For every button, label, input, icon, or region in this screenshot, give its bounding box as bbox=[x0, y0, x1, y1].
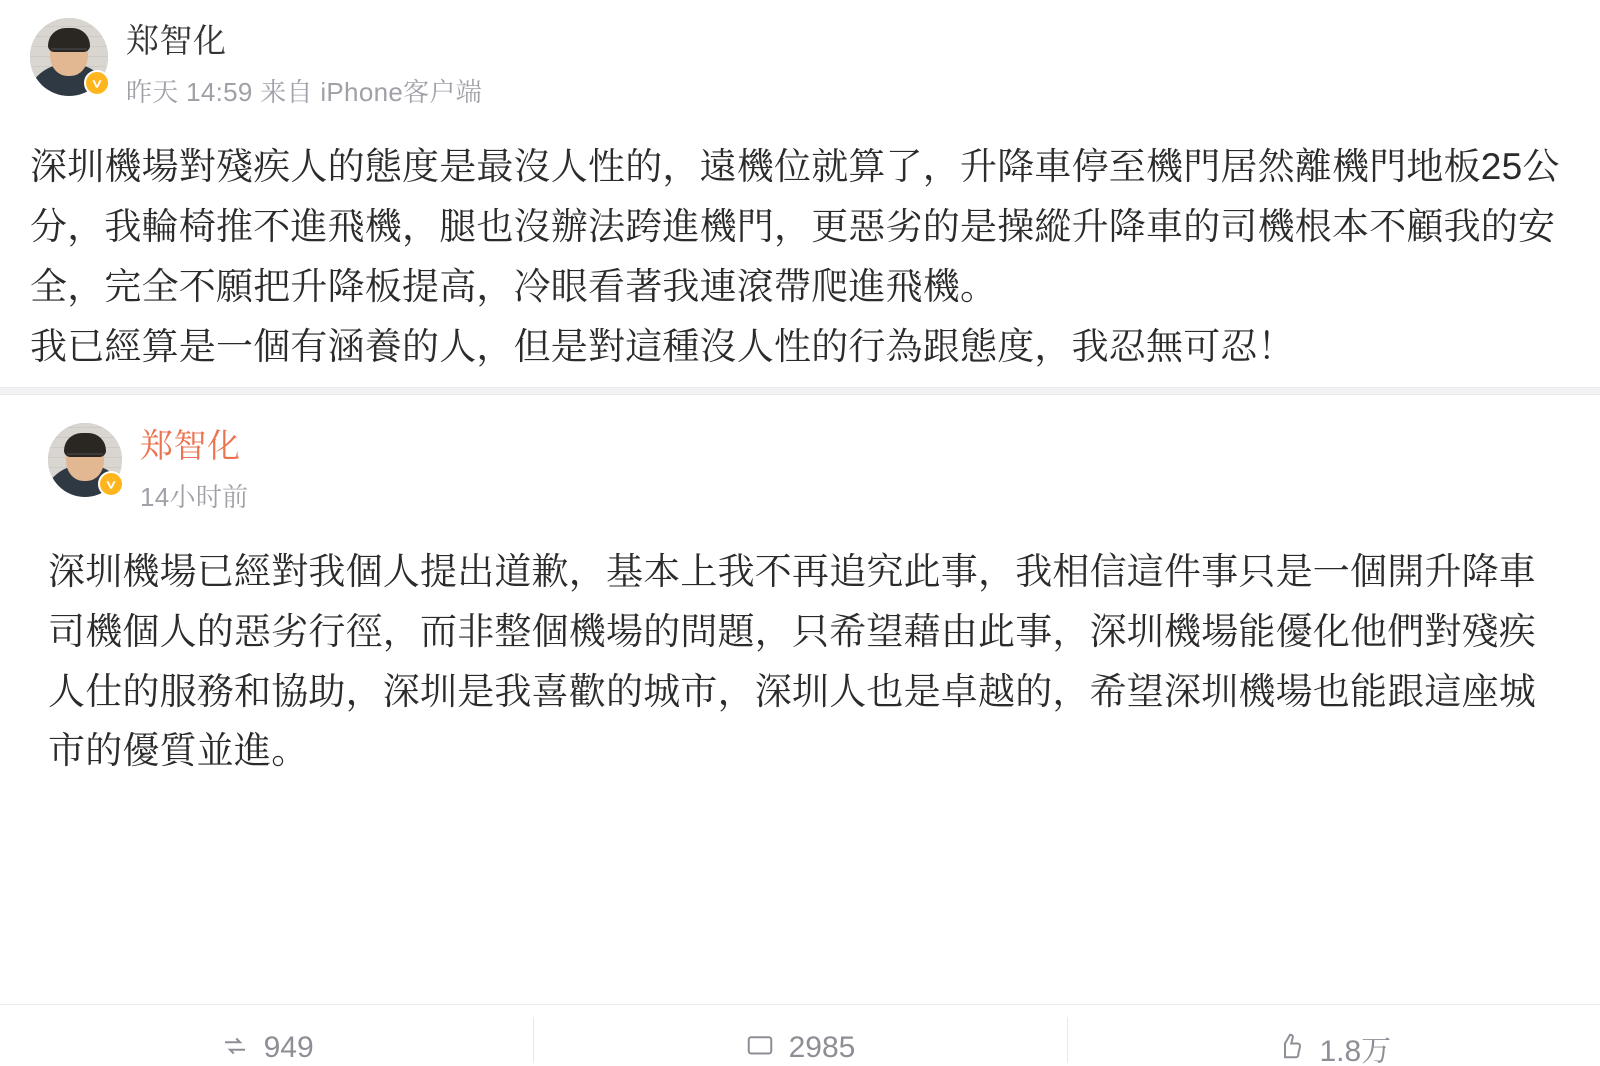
post-original bbox=[0, 0, 1600, 387]
v-badge-icon bbox=[84, 70, 110, 96]
post-paragraph: 我已經算是一個有涵養的人，但是對這種沒人性的行為跟態度，我忍無可忍！ bbox=[30, 325, 1295, 367]
post-meta bbox=[140, 423, 248, 514]
avatar[interactable] bbox=[48, 423, 122, 497]
post-content bbox=[30, 137, 1570, 377]
post-divider bbox=[0, 387, 1600, 395]
post-content bbox=[48, 542, 1570, 782]
v-badge-icon bbox=[98, 471, 124, 497]
like-icon bbox=[1275, 1031, 1305, 1061]
post-paragraph: 深圳機場已經對我個人提出道歉，基本上我不再追究此事，我相信這件事只是一個開升降車司機個人的惡劣行徑，而非整個機場的問題，只希望藉由此事，深圳機場能優化他們對殘疾人仕的服務和協助，深圳是我喜歡的城市，深圳人也是卓越的，希望深圳機場也能跟這座城市的優質並進。 bbox=[48, 550, 1536, 772]
post-header bbox=[48, 423, 1570, 514]
author-name[interactable]: 郑智化 bbox=[140, 426, 241, 464]
repost-icon bbox=[220, 1031, 250, 1061]
post-followup bbox=[0, 395, 1600, 800]
post-timestamp-source bbox=[140, 477, 248, 514]
repost-count: 949 bbox=[263, 1030, 314, 1064]
post-time: 14小时前 bbox=[140, 481, 249, 512]
avatar[interactable] bbox=[30, 18, 108, 96]
post-meta bbox=[126, 18, 482, 109]
author-name[interactable]: 郑智化 bbox=[126, 22, 227, 59]
comment-icon bbox=[745, 1031, 775, 1061]
like-button[interactable] bbox=[1067, 1005, 1600, 1066]
post-time: 昨天 14:59 bbox=[126, 76, 253, 107]
comment-count: 2985 bbox=[788, 1030, 856, 1064]
repost-button[interactable] bbox=[0, 1005, 533, 1066]
comment-button[interactable] bbox=[533, 1005, 1066, 1066]
post-action-bar bbox=[0, 1004, 1600, 1066]
like-count: 1.8万 bbox=[1319, 1034, 1392, 1066]
post-header bbox=[30, 18, 1570, 109]
post-source[interactable]: 来自 iPhone客户端 bbox=[260, 76, 483, 107]
post-paragraph: 深圳機場對殘疾人的態度是最沒人性的，遠機位就算了，升降車停至機門居然離機門地板25公分，我輪椅推不進飛機，腿也沒辦法跨進機門，更惡劣的是操縱升降車的司機根本不顧我的安全，完全不願把升降板提高，冷眼看著我連滾帶爬進飛機。 bbox=[30, 145, 1560, 307]
post-timestamp-source bbox=[126, 72, 482, 109]
